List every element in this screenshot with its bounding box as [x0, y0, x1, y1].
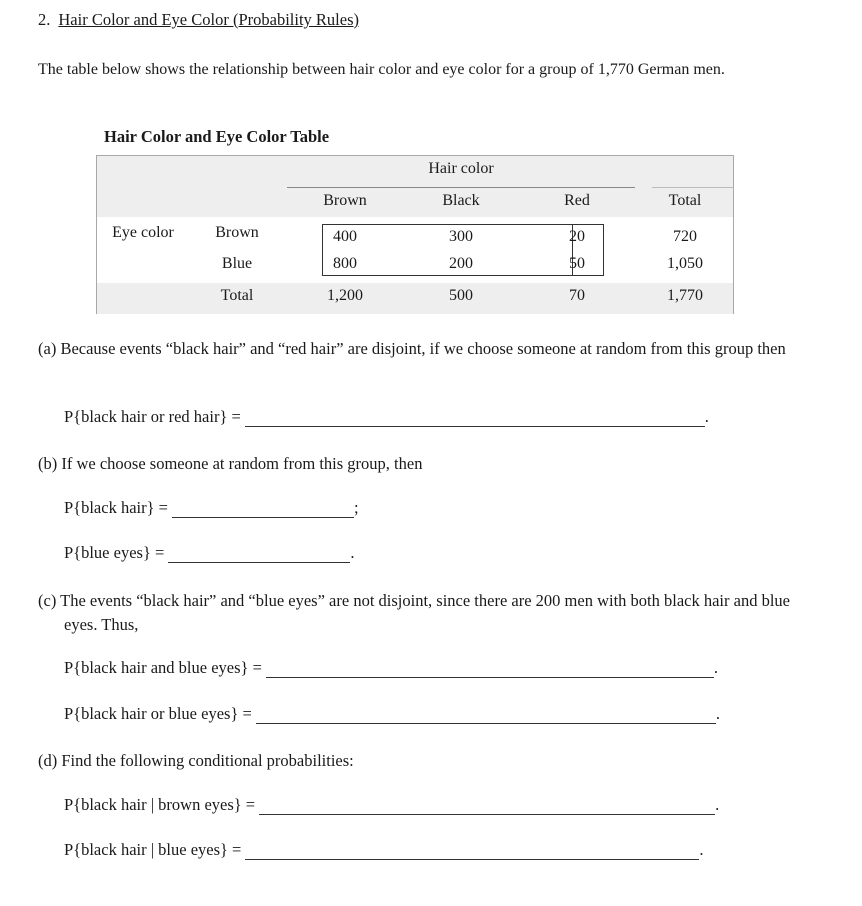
question-c-text	[38, 589, 818, 637]
table-cell: 1,200	[327, 287, 363, 304]
question-a-prompt: (a) Because events “black hair” and “red hair” are disjoint, if we choose someone at random from this group then	[38, 339, 786, 358]
answer-expression: P{black hair or red hair} =	[64, 407, 241, 426]
answer-row-c2	[64, 704, 720, 724]
answer-blank[interactable]	[168, 546, 350, 563]
row-label-total: Total	[220, 287, 254, 304]
answer-expression: P{blue eyes} =	[64, 543, 165, 562]
row-label-brown: Brown	[215, 224, 259, 241]
answer-expression: P{black hair | brown eyes} =	[64, 795, 256, 814]
header-rule-total	[652, 187, 734, 188]
col-header-red: Red	[564, 192, 590, 209]
question-d-prompt: (d) Find the following conditional probabilities:	[38, 751, 354, 770]
eye-color-label: Eye color	[112, 224, 174, 241]
answer-blank[interactable]	[245, 410, 705, 427]
answer-row-d2	[64, 840, 703, 860]
row-label-blue: Blue	[221, 255, 253, 272]
answer-end: ;	[353, 498, 359, 517]
answer-row-d1	[64, 795, 719, 815]
hair-color-label: Hair color	[428, 160, 494, 177]
table-cell: 300	[449, 228, 473, 245]
table-cell: 200	[449, 255, 473, 272]
col-header-total: Total	[668, 192, 702, 209]
table-cell: 720	[673, 228, 697, 245]
table-cell: 500	[449, 287, 473, 304]
question-a-text	[38, 337, 818, 361]
answer-expression: P{black hair} =	[64, 498, 168, 517]
col-header-brown: Brown	[323, 192, 367, 209]
answer-row-a1	[64, 407, 709, 427]
intro-paragraph: The table below shows the relationship between hair color and eye color for a group of 1,770 German men.	[38, 61, 725, 78]
answer-end: .	[715, 704, 720, 723]
table-cell: 800	[333, 255, 357, 272]
question-b-prompt: (b) If we choose someone at random from this group, then	[38, 454, 423, 473]
table-cell: 1,770	[667, 287, 703, 304]
answer-row-c1	[64, 658, 718, 678]
col-header-black: Black	[442, 192, 480, 209]
hair-eye-table	[96, 155, 734, 314]
table-cell: 70	[569, 287, 585, 304]
answer-blank[interactable]	[259, 798, 715, 815]
answer-blank[interactable]	[172, 501, 354, 518]
answer-expression: P{black hair | blue eyes} =	[64, 840, 242, 859]
answer-expression: P{black hair and blue eyes} =	[64, 658, 262, 677]
table-title: Hair Color and Eye Color Table	[104, 127, 330, 146]
table-cell: 400	[333, 228, 357, 245]
problem-heading	[38, 10, 359, 30]
answer-end: .	[699, 840, 704, 859]
answer-blank[interactable]	[256, 707, 716, 724]
answer-end: .	[713, 658, 719, 677]
header-rule	[287, 187, 635, 188]
table-cell: 1,050	[667, 255, 703, 272]
answer-row-b2	[64, 543, 354, 563]
problem-title: Hair Color and Eye Color (Probability Rules)	[58, 10, 359, 29]
answer-end: .	[350, 543, 355, 562]
problem-number: 2.	[38, 10, 51, 29]
answer-row-b1	[64, 498, 359, 518]
table-total-band	[97, 283, 733, 314]
table-cell: 50	[569, 255, 585, 272]
answer-expression: P{black hair or blue eyes} =	[64, 704, 252, 723]
question-c-prompt: (c) The events “black hair” and “blue eyes” are not disjoint, since there are 200 men with both black hair and blue eyes. Thus,	[38, 591, 790, 634]
answer-blank[interactable]	[245, 843, 699, 860]
answer-blank[interactable]	[266, 661, 714, 678]
answer-end: .	[704, 407, 709, 426]
answer-end: .	[715, 795, 720, 814]
table-cell: 20	[569, 228, 585, 245]
